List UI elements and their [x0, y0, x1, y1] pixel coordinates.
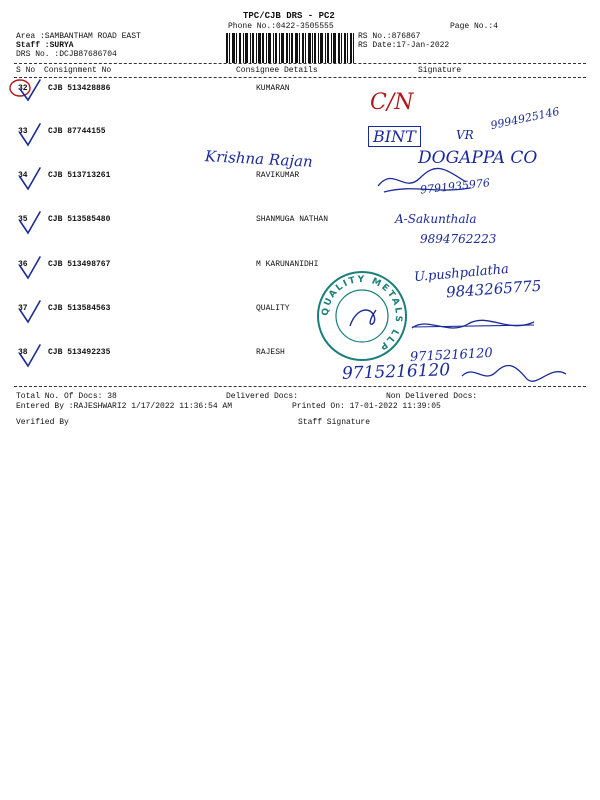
document-title: TPC/CJB DRS - PC2: [243, 11, 335, 21]
row-sno: 32: [18, 84, 28, 93]
tick-icon: [20, 257, 40, 278]
company-stamp: [316, 270, 408, 362]
row-consignment: CJB 513428886: [48, 84, 111, 93]
row-consignment: CJB 513584563: [48, 304, 111, 313]
handwritten-box: BINT: [368, 126, 421, 147]
tick-icon: [20, 124, 40, 145]
row-consignee: KUMARAN: [256, 84, 290, 93]
circle-mark-icon: [10, 80, 30, 96]
handwritten-phone: 9791935976: [419, 176, 491, 197]
col-sno: S No: [16, 66, 36, 75]
tick-icon: [20, 168, 40, 189]
staff-signature: Staff Signature: [298, 418, 371, 427]
row-sno: 37: [18, 304, 28, 313]
drs-number: DRS No. :DCJB87686704: [16, 50, 117, 59]
row-consignee: RAJESH: [256, 348, 285, 357]
struck-scribble: [408, 316, 538, 338]
handwritten-note: C/N: [370, 90, 414, 115]
divider: [14, 386, 586, 387]
handwritten-name: Krishna Rajan: [204, 147, 314, 171]
row-consignment: CJB 87744155: [48, 127, 106, 136]
rs-number: RS No.:876867: [358, 32, 421, 41]
tick-icon: [20, 345, 40, 366]
printed-on: Printed On: 17-01-2022 11:39:05: [292, 402, 441, 411]
handwritten-phone: 9715216120: [341, 360, 451, 384]
handwritten-phone: 9894762223: [420, 232, 497, 246]
col-consignment: Consignment No: [44, 66, 112, 75]
rs-date: RS Date:17-Jan-2022: [358, 41, 450, 50]
row-consignment: CJB 513492235: [48, 348, 111, 357]
col-consignee: Consignee Details: [236, 66, 318, 75]
handwritten-name: A-Sakunthala: [395, 212, 477, 226]
row-consignee: RAVIKUMAR: [256, 171, 300, 180]
row-sno: 35: [18, 215, 28, 224]
handwritten-phone: 9715216120: [409, 345, 494, 366]
handwritten-name: U.pushpalatha: [413, 261, 510, 286]
row-sno: 34: [18, 171, 28, 180]
tick-icon: [20, 212, 40, 233]
total-docs: Total No. Of Docs: 38: [16, 392, 117, 401]
area-label: Area :SAMBANTHAM ROAD EAST: [16, 32, 141, 41]
staff-label: Staff :SURYA: [16, 41, 74, 50]
row-sno: 38: [18, 348, 28, 357]
handwritten-company: DOGAPPA CO: [418, 148, 538, 168]
verified-by: Verified By: [16, 418, 69, 427]
handwritten-vr: VR: [456, 128, 474, 142]
phone-number: Phone No.:0422-3505555: [228, 22, 334, 31]
svg-text:QUALITY METALS LLP: [321, 275, 403, 352]
row-consignment: CJB 513713261: [48, 171, 111, 180]
non-delivered-docs: Non Delivered Docs:: [386, 392, 478, 401]
row-consignment: CJB 513498767: [48, 260, 111, 269]
page-number: Page No.:4: [450, 22, 499, 31]
delivered-docs: Delivered Docs:: [226, 392, 299, 401]
entered-by: Entered By :RAJESHWARI2 1/17/2022 11:36:54 AM: [16, 402, 233, 411]
signature-scribble: [460, 362, 570, 386]
tick-icon: [20, 301, 40, 322]
row-consignee: M KARUNANIDHI: [256, 260, 319, 269]
handwritten-phone: 9994925146: [489, 104, 561, 133]
handwritten-phone: 9843265775: [445, 276, 542, 302]
row-consignment: CJB 513585480: [48, 215, 111, 224]
row-consignee: SHANMUGA NATHAN: [256, 215, 329, 224]
col-signature: Signature: [418, 66, 462, 75]
stamp-text: QUALITY METALS LLP: [320, 274, 404, 353]
row-consignee: QUALITY: [256, 304, 290, 313]
row-sno: 33: [18, 127, 28, 136]
row-sno: 36: [18, 260, 28, 269]
